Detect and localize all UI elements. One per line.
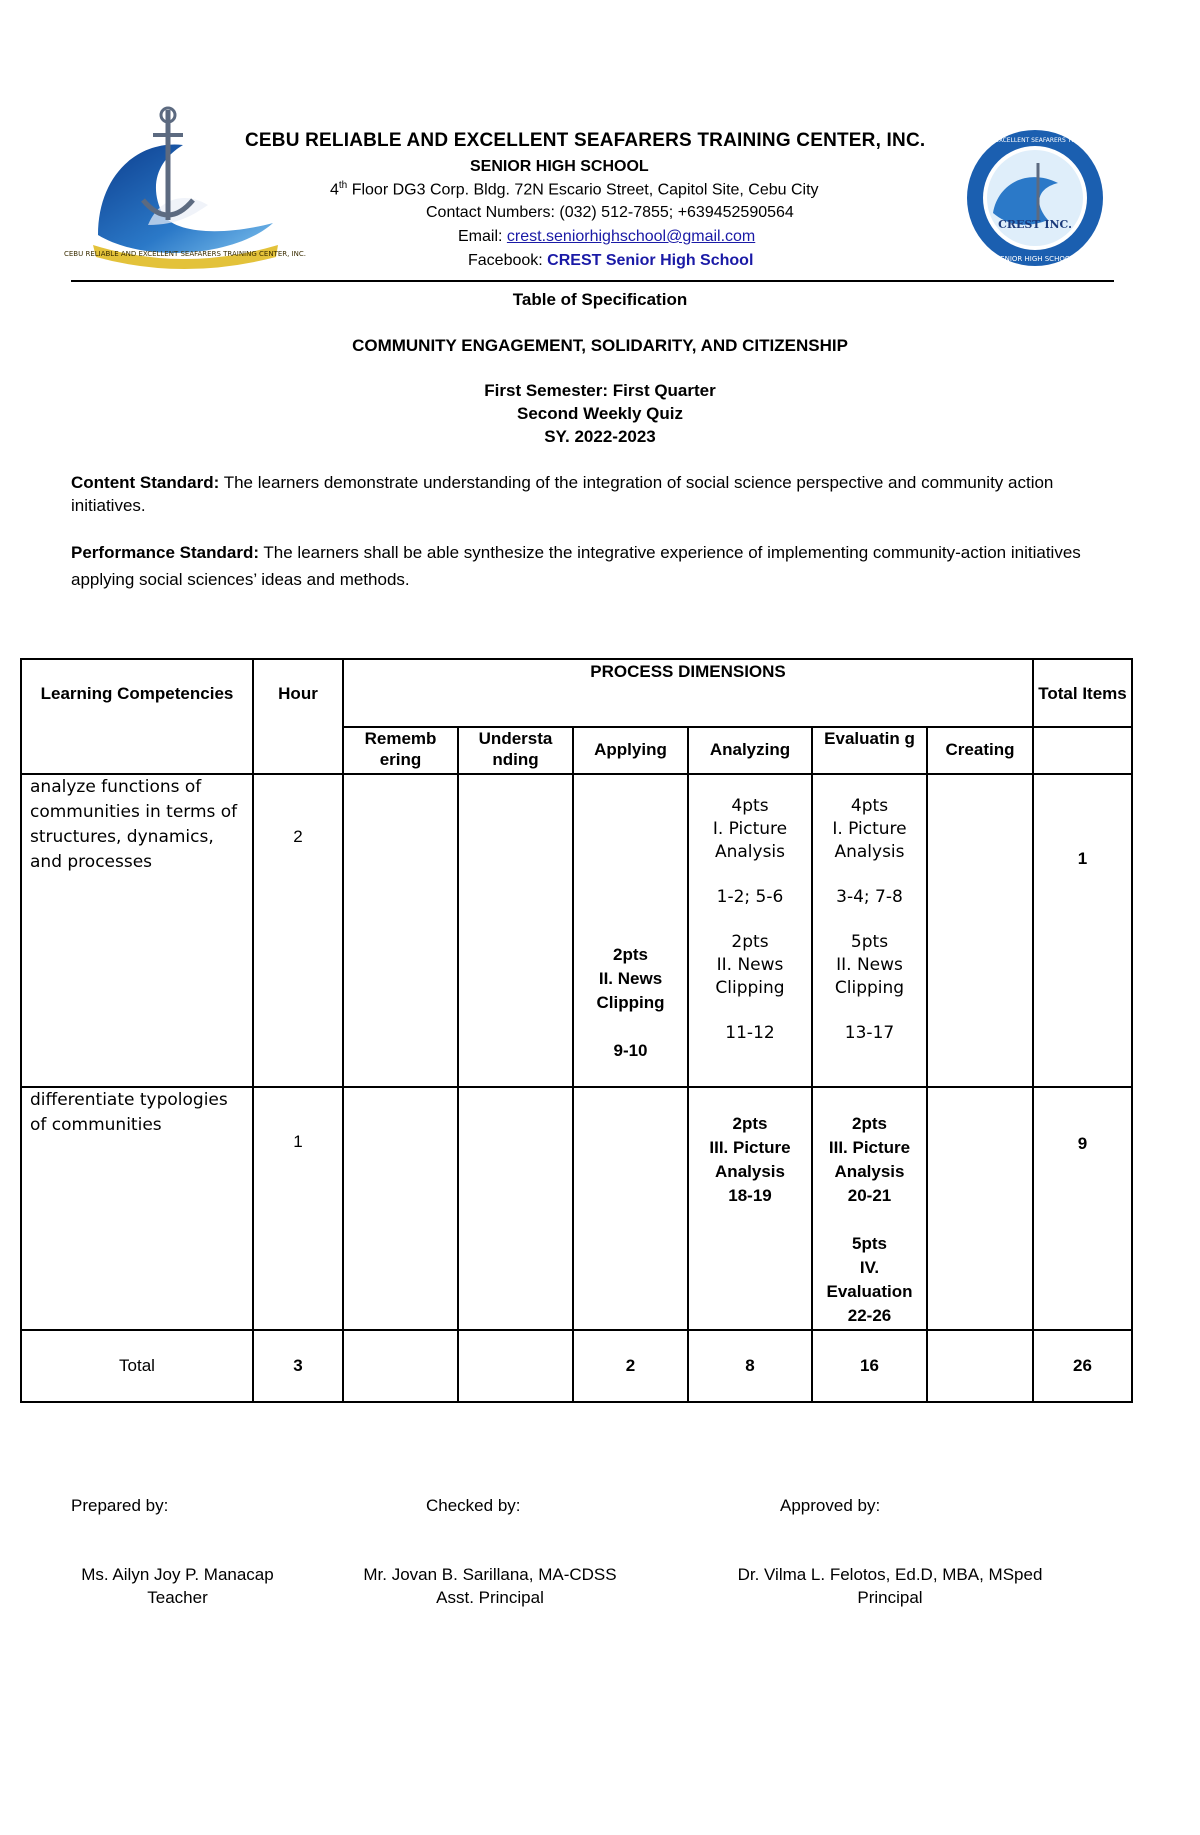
evaluating-1-line: 3-4; 7-8 [836,887,903,907]
totals-creating [927,1330,1033,1402]
evaluating-2-line: Analysis [834,1162,905,1181]
totals-hour: 3 [253,1330,343,1402]
prepared-signatory [40,1563,315,1609]
hour-1: 2 [253,774,343,1087]
performance-standard [71,539,1116,593]
evaluating-2 [812,1087,927,1330]
header-hour [253,659,343,774]
subject-title: COMMUNITY ENGAGEMENT, SOLIDARITY, AND CITIZENSHIP [352,336,848,355]
applying-1-line: 2pts [613,945,648,964]
hour-2: 1 [253,1087,343,1330]
total-items-1: 1 [1033,774,1132,1087]
checked-by-label: Checked by: [426,1496,521,1515]
remembering-2 [343,1087,458,1330]
remembering-1 [343,774,458,1087]
analyzing-1-line: 1-2; 5-6 [716,887,784,907]
seal-text: CREST INC. [998,218,1072,231]
document-title: Table of Specification [512,290,688,309]
evaluating-2-line: 20-21 [847,1186,892,1205]
evaluating-1-line: Clipping [834,978,905,998]
school-seal-right [931,128,1139,268]
analyzing-1-gap [689,864,811,886]
facebook-link[interactable]: CREST Senior High School [547,252,754,269]
approved-name: Dr. Vilma L. Felotos, Ed.D, MBA, MSped [737,1565,1043,1584]
competency-2: differentiate typologies of communities [21,1087,253,1330]
totals-applying: 2 [573,1330,688,1402]
header-divider [71,280,1114,282]
content-standard [71,471,1116,517]
evaluating-1-gap [813,1000,926,1022]
evaluating-1-line: Analysis [834,842,905,862]
analyzing-1 [688,774,812,1087]
content-standard-label: Content Standard: [71,473,220,492]
analyzing-1-line: 2pts [731,932,769,952]
evaluating-1-line: I. Picture [832,819,907,839]
division-name: SENIOR HIGH SCHOOL [470,158,649,175]
evaluating-2-gap [813,1208,926,1232]
evaluating-1-gap [813,909,926,931]
applying-1-line: 9-10 [613,1041,648,1060]
analyzing-1-line: II. News [716,955,784,975]
applying-1-line: II. News [598,969,663,988]
table-row [21,774,1132,1087]
prepared-name: Ms. Ailyn Joy P. Manacap [81,1565,274,1584]
evaluating-2-line: III. Picture [828,1138,911,1157]
creating-2 [927,1087,1033,1330]
header-hour-text: Hour [278,684,318,703]
checked-signatory [340,1563,640,1609]
prepared-by-label: Prepared by: [71,1496,169,1515]
analyzing-2-line: 2pts [732,1114,768,1133]
school-year: SY. 2022-2023 [544,427,656,446]
understanding-2 [458,1087,573,1330]
totals-understanding [458,1330,573,1402]
approved-role: Principal [857,1588,923,1607]
totals-row [21,1330,1132,1402]
evaluating-1-line: II. News [836,955,903,975]
analyzing-1-line: 11-12 [725,1023,775,1043]
semester-title: First Semester: First Quarter [484,381,716,400]
header-total-items-text: Total Items [1038,684,1127,703]
performance-standard-label: Performance Standard: [71,543,259,562]
evaluating-2-line: Evaluation [826,1282,913,1301]
applying-2 [573,1087,688,1330]
dim-remembering: Rememb ering [343,727,458,774]
header-process-dimensions-text: PROCESS DIMENSIONS [590,662,786,681]
totals-remembering [343,1330,458,1402]
header-learning-competencies [21,659,253,774]
evaluating-2-line: IV. [859,1258,880,1277]
evaluating-1-gap [813,864,926,886]
evaluating-2-line: 5pts [852,1234,887,1253]
content-standard-text: The learners demonstrate understanding of the integration of social science perspective and community action initiatives. [71,473,1054,515]
approved-by-label: Approved by: [780,1496,881,1515]
applying-1-gap [574,1015,687,1039]
facebook-label: Facebook: [468,252,548,269]
evaluating-1-line: 5pts [850,932,889,952]
left-logo-banner-text: CEBU RELIABLE AND EXCELLENT SEAFARERS TRAINING CENTER, INC. [64,250,306,258]
dim-creating: Creating [927,727,1033,774]
header-process-dimensions [343,659,1033,727]
contact-numbers: Contact Numbers: (032) 512-7855; +639452590564 [426,204,794,221]
totals-analyzing: 8 [688,1330,812,1402]
address-sup: th [338,180,348,191]
evaluating-1 [812,774,927,1087]
email-label: Email: [458,228,507,245]
specification-table [20,658,1133,1403]
table-row [21,1087,1132,1330]
totals-label: Total [21,1330,253,1402]
creating-1 [927,774,1033,1087]
header-total-items [1033,659,1132,727]
analyzing-1-line: I. Picture [712,819,788,839]
total-items-2: 9 [1033,1087,1132,1330]
org-name: CEBU RELIABLE AND EXCELLENT SEAFARERS TRAINING CENTER, INC. [245,130,926,151]
totals-evaluating: 16 [812,1330,927,1402]
analyzing-1-line: Analysis [714,842,786,862]
applying-1-line: Clipping [596,993,665,1012]
prepared-role: Teacher [147,1588,208,1607]
totals-total-items: 26 [1033,1330,1132,1402]
checked-name: Mr. Jovan B. Sarillana, MA-CDSS [363,1565,617,1584]
header-learning-competencies-text: Learning Competencies [40,684,234,703]
evaluating-1-line: 13-17 [844,1023,895,1043]
address-rest: Floor DG3 Corp. Bldg. 72N Escario Street, Capitol Site, Cebu City [347,181,819,199]
dim-applying: Applying [573,727,688,774]
evaluating-1-line: 4pts [850,796,889,816]
dim-evaluating: Evaluatin g [812,727,927,774]
competency-1: analyze functions of communities in terms of structures, dynamics, and processes [21,774,253,1087]
analyzing-1-gap [689,909,811,931]
analyzing-2 [688,1087,812,1330]
email-link[interactable]: crest.seniorhighschool@gmail.com [506,228,756,245]
seal-ring-text: CEBU RELIABLE AND EXCELLENT SEAFARERS TRAINING CENTER, INC. [931,137,1139,144]
address-floor: 4 [330,181,339,199]
approved-signatory [680,1563,1100,1609]
performance-standard-text: The learners shall be able synthesize the integrative experience of implementing community-action initiatives applying social sciences’ ideas and methods. [71,543,1081,589]
dim-total-blank [1033,727,1132,774]
analyzing-1-gap [689,1000,811,1022]
analyzing-1-line: 4pts [731,796,769,816]
analyzing-2-line: Analysis [715,1162,785,1181]
analyzing-1-line: Clipping [715,978,785,998]
dim-understanding: Understa nding [458,727,573,774]
checked-role: Asst. Principal [436,1588,544,1607]
understanding-1 [458,774,573,1087]
analyzing-2-line: III. Picture [709,1138,791,1157]
applying-1 [573,774,688,1087]
quiz-title: Second Weekly Quiz [517,404,683,423]
dim-analyzing: Analyzing [688,727,812,774]
seal-bottom-text: SENIOR HIGH SCHOOL [995,255,1075,263]
analyzing-2-line: 18-19 [728,1186,772,1205]
evaluating-2-line: 2pts [852,1114,887,1133]
evaluating-2-line: 22-26 [847,1306,892,1325]
address [330,180,950,199]
